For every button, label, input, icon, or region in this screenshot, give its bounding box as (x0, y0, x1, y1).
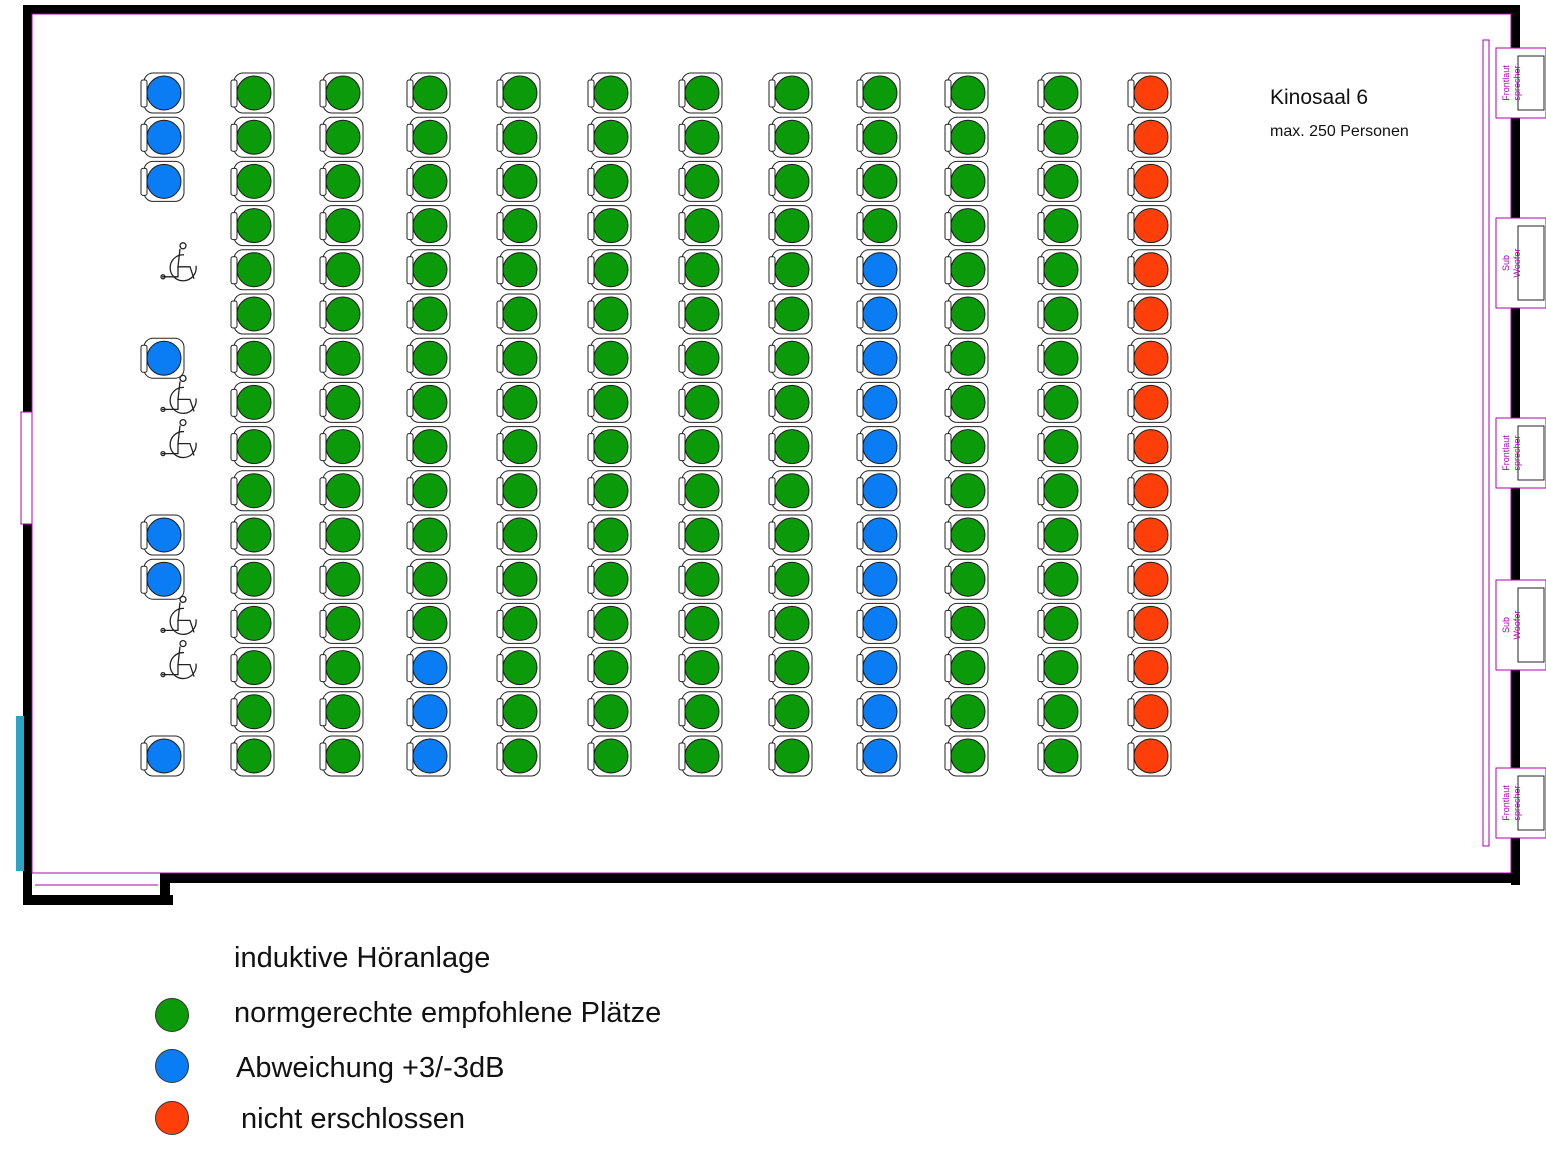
seat-c6-r14 (679, 648, 722, 688)
seat-c4-r9 (497, 427, 540, 467)
seat-c3-r8 (407, 382, 450, 422)
seat-c8-r14 (857, 648, 900, 688)
seat-c2-r14 (320, 648, 363, 688)
seat-c11-r7 (1128, 338, 1171, 378)
seat-c9-r12 (945, 559, 988, 599)
seat-c11-r16 (1128, 736, 1171, 776)
seat-c11-r11 (1128, 515, 1171, 555)
seat-c6-r4 (679, 206, 722, 246)
seat-c8-r3 (857, 161, 900, 201)
seat-c8-r8 (857, 382, 900, 422)
seat-c9-r3 (945, 161, 988, 201)
seat-c7-r9 (769, 427, 812, 467)
seat-c1-r2 (231, 117, 274, 157)
seat-c2-r3 (320, 161, 363, 201)
legend-green-label: normgerechte empfohlene Plätze (234, 997, 662, 1029)
seat-c5-r13 (588, 603, 631, 643)
seat-wheelchair-row-12 (141, 559, 184, 599)
seat-c3-r10 (407, 471, 450, 511)
seat-c2-r12 (320, 559, 363, 599)
seat-c6-r9 (679, 427, 722, 467)
seat-c2-r13 (320, 603, 363, 643)
seat-c7-r11 (769, 515, 812, 555)
seat-c6-r6 (679, 294, 722, 334)
seat-c1-r15 (231, 692, 274, 732)
seat-c7-r6 (769, 294, 812, 334)
seat-c1-r13 (231, 603, 274, 643)
seat-c5-r5 (588, 250, 631, 290)
seat-c4-r6 (497, 294, 540, 334)
seat-c1-r14 (231, 648, 274, 688)
seat-c8-r9 (857, 427, 900, 467)
seat-c2-r10 (320, 471, 363, 511)
seat-wheelchair-row-11 (141, 515, 184, 555)
seat-c1-r3 (231, 161, 274, 201)
seat-c10-r11 (1038, 515, 1081, 555)
seat-c9-r10 (945, 471, 988, 511)
room-title: Kinosaal 6 (1270, 86, 1369, 109)
seat-c9-r2 (945, 117, 988, 157)
seat-c4-r16 (497, 736, 540, 776)
seat-c7-r12 (769, 559, 812, 599)
front-speaker (1496, 418, 1546, 488)
seat-c4-r10 (497, 471, 540, 511)
seat-c9-r15 (945, 692, 988, 732)
seat-c11-r1 (1128, 73, 1171, 113)
seat-c5-r3 (588, 161, 631, 201)
seat-c3-r6 (407, 294, 450, 334)
seat-c5-r8 (588, 382, 631, 422)
speaker-label-line1: Frontlaut (1501, 65, 1511, 101)
seat-c5-r4 (588, 206, 631, 246)
door-bottom-left (16, 716, 24, 871)
seat-c11-r3 (1128, 161, 1171, 201)
seat-c10-r6 (1038, 294, 1081, 334)
seat-c3-r1 (407, 73, 450, 113)
subwoofer (1496, 580, 1546, 670)
seat-c6-r16 (679, 736, 722, 776)
seat-c8-r12 (857, 559, 900, 599)
seat-c5-r7 (588, 338, 631, 378)
seat-c10-r3 (1038, 161, 1081, 201)
seat-c9-r5 (945, 250, 988, 290)
seat-c3-r11 (407, 515, 450, 555)
seat-c4-r7 (497, 338, 540, 378)
seat-c6-r5 (679, 250, 722, 290)
seat-c4-r5 (497, 250, 540, 290)
seat-c2-r15 (320, 692, 363, 732)
seat-c11-r8 (1128, 382, 1171, 422)
seat-c4-r13 (497, 603, 540, 643)
seat-c3-r4 (407, 206, 450, 246)
seat-c1-r8 (231, 382, 274, 422)
seat-c10-r15 (1038, 692, 1081, 732)
seat-c1-r6 (231, 294, 274, 334)
seat-c1-r1 (231, 73, 274, 113)
seat-c8-r2 (857, 117, 900, 157)
seat-c6-r10 (679, 471, 722, 511)
seat-c3-r3 (407, 161, 450, 201)
seat-c6-r13 (679, 603, 722, 643)
seat-c3-r7 (407, 338, 450, 378)
seat-c8-r16 (857, 736, 900, 776)
seat-c5-r10 (588, 471, 631, 511)
seat-c5-r12 (588, 559, 631, 599)
seat-c9-r11 (945, 515, 988, 555)
seat-c4-r11 (497, 515, 540, 555)
seat-c6-r15 (679, 692, 722, 732)
seat-c4-r3 (497, 161, 540, 201)
legend-red-dot (155, 1101, 189, 1135)
seat-c5-r11 (588, 515, 631, 555)
seat-c3-r12 (407, 559, 450, 599)
seat-c8-r13 (857, 603, 900, 643)
seat-c5-r9 (588, 427, 631, 467)
subwoofer (1496, 218, 1546, 308)
seat-c5-r16 (588, 736, 631, 776)
seat-c8-r11 (857, 515, 900, 555)
seat-c5-r6 (588, 294, 631, 334)
seat-c2-r11 (320, 515, 363, 555)
seat-c1-r5 (231, 250, 274, 290)
wall-notch (160, 873, 170, 905)
seat-c7-r5 (769, 250, 812, 290)
seat-c7-r8 (769, 382, 812, 422)
wall-top (23, 5, 1520, 14)
seat-c10-r9 (1038, 427, 1081, 467)
seat-c2-r6 (320, 294, 363, 334)
seat-c6-r1 (679, 73, 722, 113)
seat-c3-r9 (407, 427, 450, 467)
seat-c6-r8 (679, 382, 722, 422)
seat-c11-r14 (1128, 648, 1171, 688)
wall-bottom (160, 873, 1520, 883)
legend-heading: induktive Höranlage (234, 942, 491, 974)
seat-c11-r2 (1128, 117, 1171, 157)
seat-c10-r10 (1038, 471, 1081, 511)
seat-c6-r12 (679, 559, 722, 599)
seat-c10-r1 (1038, 73, 1081, 113)
speaker-label-line2: sprecher (1512, 785, 1522, 821)
speaker-label-line2: Woofer (1512, 248, 1522, 278)
legend-blue-dot (155, 1049, 189, 1083)
seat-c3-r15 (407, 692, 450, 732)
seat-c2-r5 (320, 250, 363, 290)
seat-c7-r13 (769, 603, 812, 643)
seat-c1-r4 (231, 206, 274, 246)
seat-wheelchair-row-2 (141, 117, 184, 157)
speaker-label-line1: Frontlaut (1501, 785, 1511, 821)
legend-green-dot (155, 998, 189, 1032)
room-capacity: max. 250 Personen (1270, 123, 1409, 140)
legend-red-label: nicht erschlossen (241, 1103, 466, 1135)
seat-c2-r1 (320, 73, 363, 113)
seat-c9-r13 (945, 603, 988, 643)
seat-c9-r9 (945, 427, 988, 467)
seat-c2-r9 (320, 427, 363, 467)
seat-c7-r16 (769, 736, 812, 776)
seat-c11-r6 (1128, 294, 1171, 334)
seat-c5-r1 (588, 73, 631, 113)
seat-c4-r8 (497, 382, 540, 422)
seat-c3-r13 (407, 603, 450, 643)
seat-c9-r1 (945, 73, 988, 113)
seat-c3-r5 (407, 250, 450, 290)
seat-wheelchair-row-1 (141, 73, 184, 113)
front-speaker (1496, 768, 1546, 838)
seat-c2-r16 (320, 736, 363, 776)
seat-c8-r5 (857, 250, 900, 290)
seat-c7-r10 (769, 471, 812, 511)
seat-c7-r15 (769, 692, 812, 732)
seat-c5-r14 (588, 648, 631, 688)
seat-c9-r4 (945, 206, 988, 246)
seat-c4-r4 (497, 206, 540, 246)
seat-c8-r1 (857, 73, 900, 113)
seat-c10-r16 (1038, 736, 1081, 776)
seat-c10-r12 (1038, 559, 1081, 599)
seat-c11-r5 (1128, 250, 1171, 290)
seat-c10-r7 (1038, 338, 1081, 378)
seat-c6-r7 (679, 338, 722, 378)
seat-c9-r7 (945, 338, 988, 378)
seat-c2-r2 (320, 117, 363, 157)
seat-c10-r8 (1038, 382, 1081, 422)
seat-c6-r2 (679, 117, 722, 157)
seat-c8-r10 (857, 471, 900, 511)
seat-c8-r4 (857, 206, 900, 246)
seat-c4-r12 (497, 559, 540, 599)
speaker-label-line1: Sub (1501, 616, 1511, 634)
speaker-label-line2: sprecher (1512, 435, 1522, 471)
seat-c11-r9 (1128, 427, 1171, 467)
seat-c11-r12 (1128, 559, 1171, 599)
seat-c5-r15 (588, 692, 631, 732)
seat-c5-r2 (588, 117, 631, 157)
wall-bottom-left (23, 895, 173, 905)
seat-c7-r4 (769, 206, 812, 246)
seat-c9-r8 (945, 382, 988, 422)
seat-c6-r3 (679, 161, 722, 201)
seat-c8-r7 (857, 338, 900, 378)
seat-c11-r10 (1128, 471, 1171, 511)
seat-c1-r10 (231, 471, 274, 511)
screen-wall-strip (1483, 40, 1489, 846)
seat-c7-r3 (769, 161, 812, 201)
seat-c9-r14 (945, 648, 988, 688)
seat-c11-r15 (1128, 692, 1171, 732)
seat-c9-r16 (945, 736, 988, 776)
seat-c4-r2 (497, 117, 540, 157)
seat-c10-r13 (1038, 603, 1081, 643)
seat-wheelchair-row-7 (141, 338, 184, 378)
seat-c7-r2 (769, 117, 812, 157)
legend-blue-label: Abweichung +3/-3dB (236, 1052, 505, 1084)
seat-wheelchair-row-16 (141, 736, 184, 776)
seat-c4-r1 (497, 73, 540, 113)
seat-c3-r16 (407, 736, 450, 776)
seat-c1-r9 (231, 427, 274, 467)
speaker-label-line2: sprecher (1512, 65, 1522, 101)
speaker-label-line1: Frontlaut (1501, 435, 1511, 471)
seat-c8-r6 (857, 294, 900, 334)
seat-c6-r11 (679, 515, 722, 555)
front-speaker (1496, 48, 1546, 118)
seat-c4-r15 (497, 692, 540, 732)
door-left (21, 412, 33, 524)
seat-c2-r8 (320, 382, 363, 422)
seat-c1-r11 (231, 515, 274, 555)
seat-c10-r5 (1038, 250, 1081, 290)
speaker-label-line2: Woofer (1512, 610, 1522, 640)
seat-c1-r16 (231, 736, 274, 776)
seat-c10-r4 (1038, 206, 1081, 246)
seat-c11-r13 (1128, 603, 1171, 643)
seat-c10-r14 (1038, 648, 1081, 688)
seat-c7-r14 (769, 648, 812, 688)
seat-c8-r15 (857, 692, 900, 732)
seat-wheelchair-row-3 (141, 161, 184, 201)
seat-c7-r7 (769, 338, 812, 378)
seat-c2-r7 (320, 338, 363, 378)
seat-c1-r12 (231, 559, 274, 599)
seat-c4-r14 (497, 648, 540, 688)
speaker-label-line1: Sub (1501, 254, 1511, 272)
seat-c10-r2 (1038, 117, 1081, 157)
seat-c11-r4 (1128, 206, 1171, 246)
seat-c7-r1 (769, 73, 812, 113)
seat-c9-r6 (945, 294, 988, 334)
seat-c2-r4 (320, 206, 363, 246)
seat-c3-r14 (407, 648, 450, 688)
seat-c3-r2 (407, 117, 450, 157)
seat-c1-r7 (231, 338, 274, 378)
